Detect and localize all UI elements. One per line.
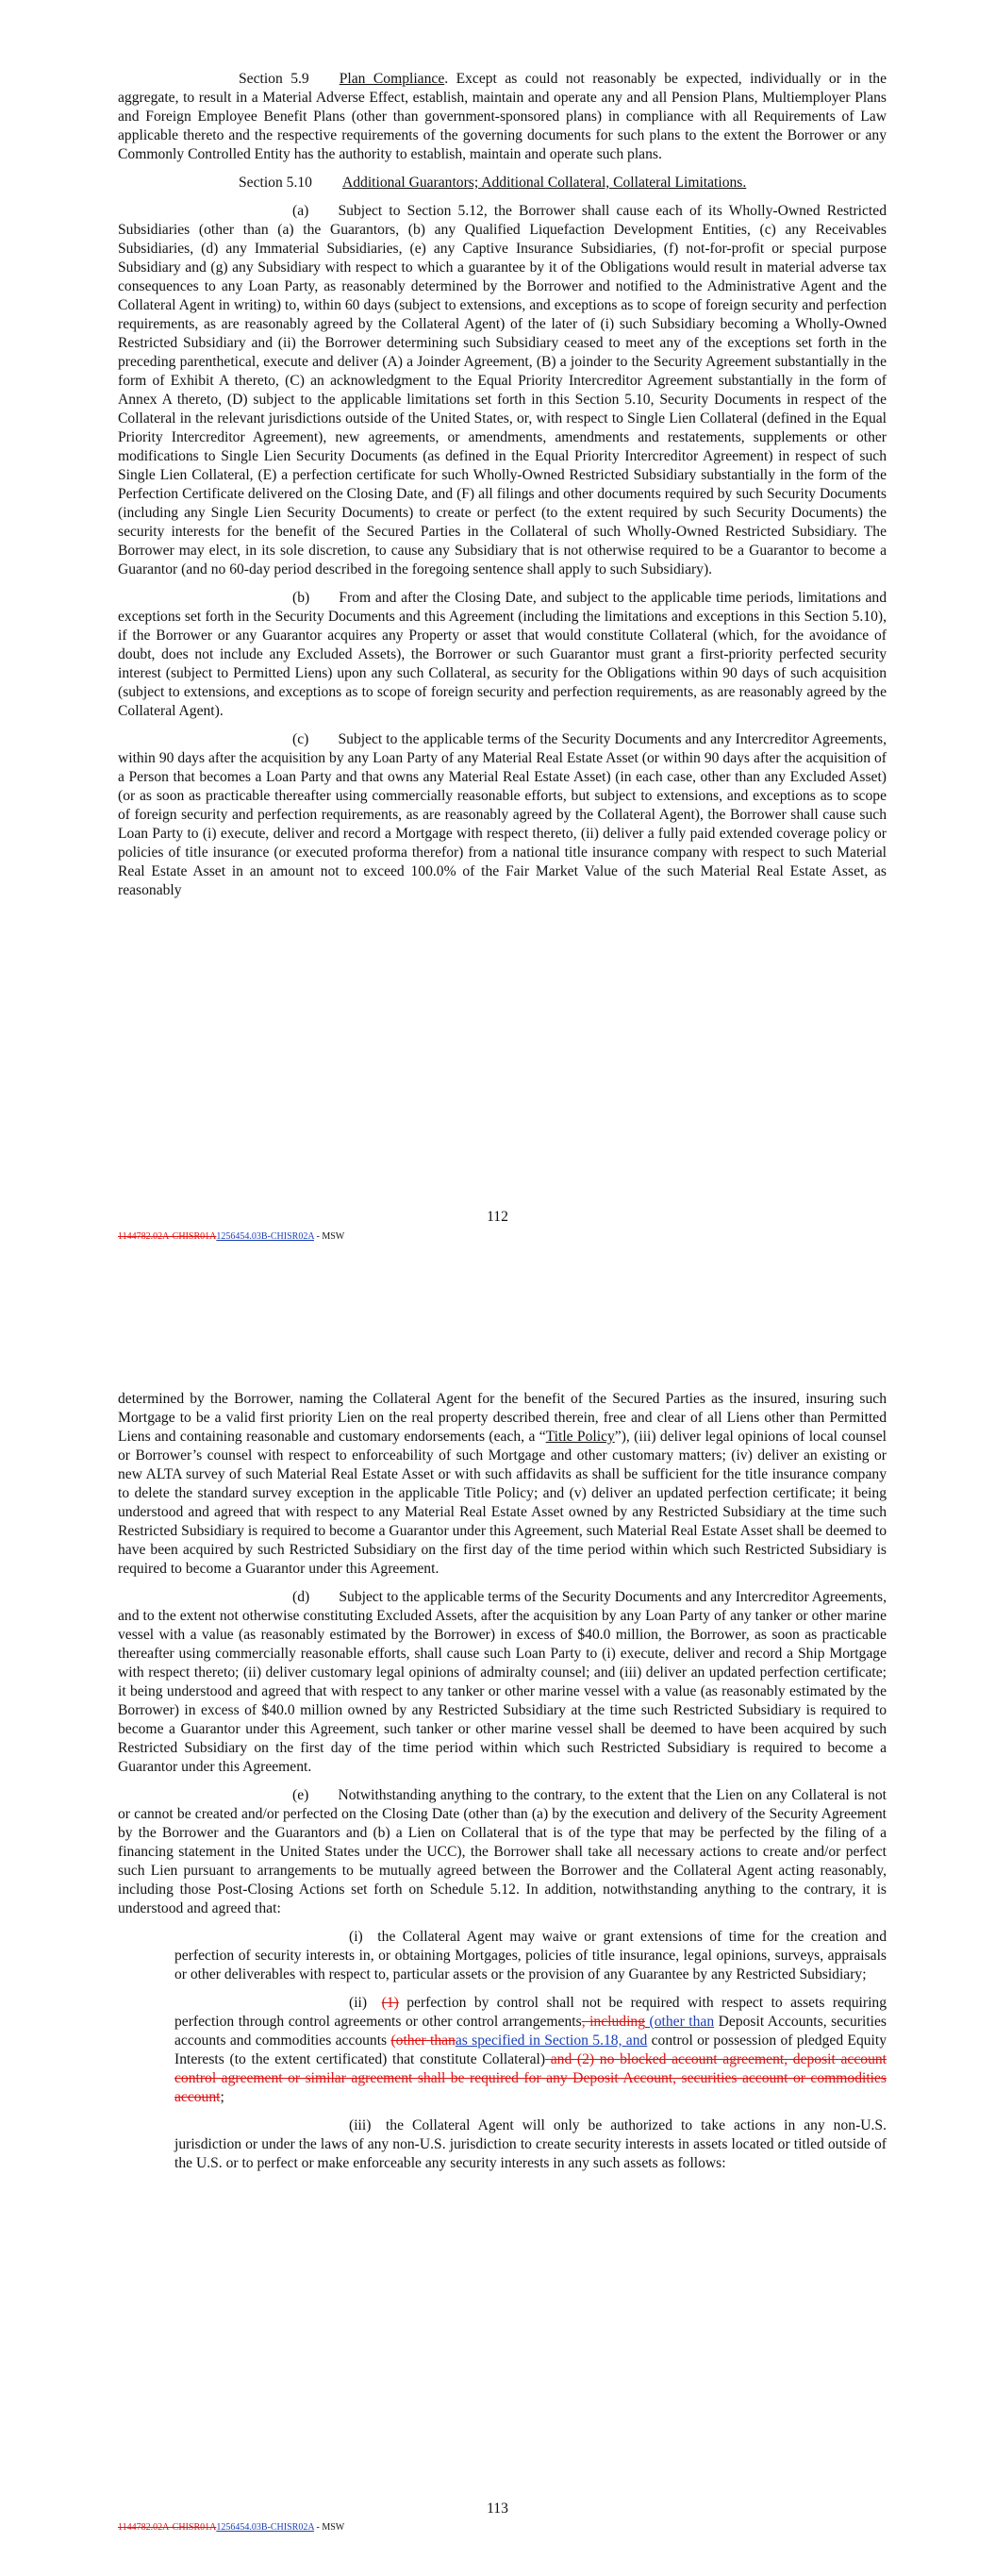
section-5-10-number: Section 5.10 bbox=[239, 175, 312, 191]
paragraph-c: (c) Subject to the applicable terms of the Security Documents and any Intercreditor Agreements, within 90 days after the acquisition by any Loan Party of any Material Real Estate Asset (or within 90 days after the acquisition of a Person that becomes a Loan Party and that owns any Material Real Estate Asset) (in each case, other than any Excluded Asset) (or as soon as practicable thereafter using commercially reasonable efforts, but subject to extensions, and exceptions as to scope of foreign security and perfection requirements, as are reasonably agreed by the Collateral Agent), the Borrower shall cause such Loan Party to (i) execute, deliver and record a Mortgage with respect thereto, (ii) deliver a fully paid extended coverage policy or policies of title insurance (or executed proforma therefor) from a national title insurance company with respect to such Material Real Estate Asset in an amount not to exceed 100.0% of the Fair Market Value of the such Material Real Estate Asset, as reasonably bbox=[118, 731, 887, 898]
footer-inserted-id: 1256454.03B-CHISR02A bbox=[216, 1231, 314, 1242]
deleted-text: and (2) no blocked account agreement, deposit account control agreement or similar agreement shall be required for any Deposit Account, securities account or commodities account bbox=[174, 2051, 887, 2105]
section-5-10-title: Additional Guarantors; Additional Collateral, Collateral Limitations. bbox=[341, 175, 747, 191]
inserted-text: (other than bbox=[645, 2014, 715, 2030]
paragraph-a: (a) Subject to Section 5.12, the Borrower shall cause each of its Wholly-Owned Restricted Subsidiaries (other than (a) the Guarantors, (b) any Qualified Liquefaction Development Entities, (c) any Receivables Subsidiaries, (d) any Immaterial Subsidiaries, (e) any Captive Insurance Subsidiaries, (f) not-for-profit or special purpose Subsidiary and (g) any Subsidiary with respect to which a guarantee by it of the Obligations would result in material adverse tax consequences to any Loan Party, as reasonably determined by the Borrower and notified to the Administrative Agent and the Collateral Agent in writing) to, within 60 days (subject to extensions, and exceptions as to scope of foreign security and perfection requirements, as are reasonably agreed by the Collateral Agent) of the later of (i) such Subsidiary becoming a Wholly-Owned Restricted Subsidiary and (ii) the Borrower determining such Subsidiary ceased to meet any of the exceptions set forth in the preceding parenthetical, execute and deliver (A) a Joinder Agreement, (B) a joinder to the Security Agreement substantially in the form of Exhibit A thereto, (C) an acknowledgment to the Equal Priority Intercreditor Agreement substantially in the form of Annex A thereto, (D) subject to the applicable limitations set forth in this Section 5.10, Security Documents in respect of the Collateral in the relevant jurisdictions outside of the United States, or, with respect to Single Lien Collateral (defined in the Equal Priority Intercreditor Agreement), new agreements, or amendments, amendments and restatements, supplements or other modifications to Single Lien Security Documents (as defined in the Equal Priority Intercreditor Agreement) in respect of such Single Lien Collateral, (E) a perfection certificate for such Wholly-Owned Restricted Subsidiary substantially in the form of the Perfection Certificate delivered on the Closing Date, and (F) all filings and other documents required by such Security Documents (including any Single Lien Security Documents) to create or perfect (to the extent required by such Security Documents) the security interests for the benefit of the Secured Parties in the Collateral of such Wholly-Owned Restricted Subsidiary. The Borrower may elect, in its sole discretion, to cause any Subsidiary that is not otherwise required to be a Guarantor to become a Guarantor (and no 60-day period described in the foregoing sentence shall apply to such Subsidiary). bbox=[118, 203, 887, 577]
section-5-9-text: . Except as could not reasonably be expected, individually or in the aggregate, to result in a Material Adverse Effect, establish, maintain and operate any and all Pension Plans, Multiemployer Plans and Foreign Employee Benefit Plans (other than government-sponsored plans) in compliance with all Requirements of Law applicable thereto and the respective requirements of the governing documents for such plans to the extent the Borrower or any Commonly Controlled Entity has the authority to establish, maintain and operate such plans. bbox=[118, 71, 887, 162]
subparagraph-ii-end: ; bbox=[220, 2089, 224, 2105]
footer-suffix: - MSW bbox=[313, 2522, 345, 2533]
footer-suffix: - MSW bbox=[313, 1231, 345, 1242]
paragraph-b: (b) From and after the Closing Date, and subject to the applicable time periods, limitations and exceptions set forth in the Security Documents and this Agreement (including the limitations and exceptions in this Section 5.10), if the Borrower or any Guarantor acquires any Property or asset that would constitute Collateral (which, for the avoidance of doubt, does not include any Excluded Assets), the Borrower or such Guarantor must grant a first-priority perfected security interest (subject to Permitted Liens) upon any such Collateral, as security for the Obligations within 90 days of such acquisition (subject to extensions, and exceptions as to scope of foreign security and perfection requirements, as are reasonably agreed by the Collateral Agent). bbox=[118, 590, 887, 719]
subparagraph-ii-text: perfection by control shall not be required with respect to assets requiring perfection through control agreements or other control arrangements bbox=[174, 1995, 887, 2030]
paragraph-c-continued-part-1: determined by the Borrower, naming the Collateral Agent for the benefit of the Secured Parties as the insured, insuring such Mortgage to be a valid first priority Lien on the real property described therein, free and clear of all Liens other than Permitted Liens and containing reasonable and customary endorsements (each, a “ bbox=[118, 1391, 887, 1445]
subparagraph-i: (i) the Collateral Agent may waive or grant extensions of time for the creation and perfection of security interests in, or obtaining Mortgages, policies of title insurance, legal opinions, surveys, appraisals or other deliverables with respect to, particular assets or the provision of any Guarantee by any Restricted Subsidiary; bbox=[174, 1929, 887, 1982]
section-5-9-number: Section 5.9 bbox=[239, 71, 309, 87]
title-policy-term: Title Policy bbox=[545, 1429, 615, 1445]
page-112-body bbox=[118, 70, 887, 910]
subparagraph-ii bbox=[174, 1994, 887, 2107]
paragraph-e: (e) Notwithstanding anything to the contrary, to the extent that the Lien on any Collateral is not or cannot be created and/or perfected on the Closing Date (other than (a) by the execution and delivery of the Security Agreement by the Borrower and the Guarantors and (b) a Lien on Collateral that is of the type that may be perfected by the filing of a financing statement in the United States under the UCC), the Borrower shall take all necessary actions to create and/or perfect such Lien pursuant to arrangements to be mutually agreed between the Borrower and the Collateral Agent acting reasonably, including those Post-Closing Actions set forth on Schedule 5.12. In addition, notwithstanding anything to the contrary, it is understood and agreed that: bbox=[118, 1787, 887, 1916]
footer-deleted-id: 1144782.02A-CHISR01A bbox=[118, 1231, 217, 1242]
section-5-9-paragraph bbox=[118, 70, 887, 164]
document-footer bbox=[118, 2522, 344, 2533]
page-number: 112 bbox=[487, 1209, 508, 1225]
footer-deleted-id: 1144782.02A-CHISR01A bbox=[118, 2522, 217, 2533]
subparagraph-iii: (iii) the Collateral Agent will only be authorized to take actions in any non-U.S. jurisdiction or under the laws of any non-U.S. jurisdiction to create security interests in assets located or titled outside of the U.S. or to perfect or make enforceable any security interests in any such assets as follows: bbox=[174, 2117, 887, 2171]
paragraph-c-continued bbox=[118, 1390, 887, 1579]
deleted-text: , including bbox=[581, 2014, 646, 2030]
footer-inserted-id: 1256454.03B-CHISR02A bbox=[216, 2522, 314, 2533]
paragraph-c-continued-part-2: ”), (iii) deliver legal opinions of local counsel or Borrower’s counsel with respect to enforceability of such Mortgage and other customary matters; (iv) deliver an existing or new ALTA survey of such Material Real Estate Asset or with such affidavits as shall be sufficient for the title insurance company to delete the standard survey exception in the applicable Title Policy; and (v) deliver an updated perfection certificate; it being understood and agreed that with respect to any Material Real Estate Asset owned by any Restricted Subsidiary at the time such Restricted Subsidiary is required to become a Guarantor under this Agreement, such Material Real Estate Asset shall be deemed to have been acquired by such Restricted Subsidiary on the first day of the time period within which such Restricted Subsidiary is required to become a Guarantor under this Agreement. bbox=[118, 1429, 887, 1577]
page-number: 113 bbox=[487, 2501, 508, 2517]
inserted-text: as specified in Section 5.18, and bbox=[455, 2032, 648, 2049]
subparagraph-ii-lead: (ii) bbox=[349, 1995, 382, 2011]
paragraph-d: (d) Subject to the applicable terms of the Security Documents and any Intercreditor Agreements, and to the extent not otherwise constituting Excluded Assets, after the acquisition by any Loan Party of any tanker or other marine vessel with a value (as reasonably estimated by the Borrower) in excess of $40.0 million, the Borrower, as soon as practicable thereafter using commercially reasonable efforts, shall cause such Loan Party to (i) execute, deliver and record a Ship Mortgage with respect thereto; (ii) deliver customary legal opinions of admiralty counsel; and (iii) deliver an updated perfection certificate; it being understood and agreed that with respect to any tanker or other marine vessel with a value (as reasonably estimated by the Borrower) in excess of $40.0 million owned by any Restricted Subsidiary at the time such Restricted Subsidiary is required to become a Guarantor under this Agreement, such tanker or other marine vessel shall be deemed to have been acquired by such Restricted Subsidiary on the first day of the time period within which such Restricted Subsidiary is required to become a Guarantor under this Agreement. bbox=[118, 1589, 887, 1775]
section-5-10-heading bbox=[118, 174, 887, 192]
deleted-text: (other than bbox=[390, 2032, 456, 2049]
document-footer bbox=[118, 1231, 344, 1242]
deleted-text: (1) bbox=[381, 1995, 399, 2011]
section-5-9-title: Plan Compliance bbox=[339, 71, 445, 87]
subparagraph-ii-text: Deposit Accounts, securities accounts and commodities accounts bbox=[174, 2014, 887, 2049]
page-113-body bbox=[118, 1390, 887, 2183]
subparagraph-ii-text: control or possession of pledged Equity Interests (to the extent certificated) that constitute Collateral) bbox=[174, 2032, 887, 2067]
page-113 bbox=[0, 1288, 995, 2576]
